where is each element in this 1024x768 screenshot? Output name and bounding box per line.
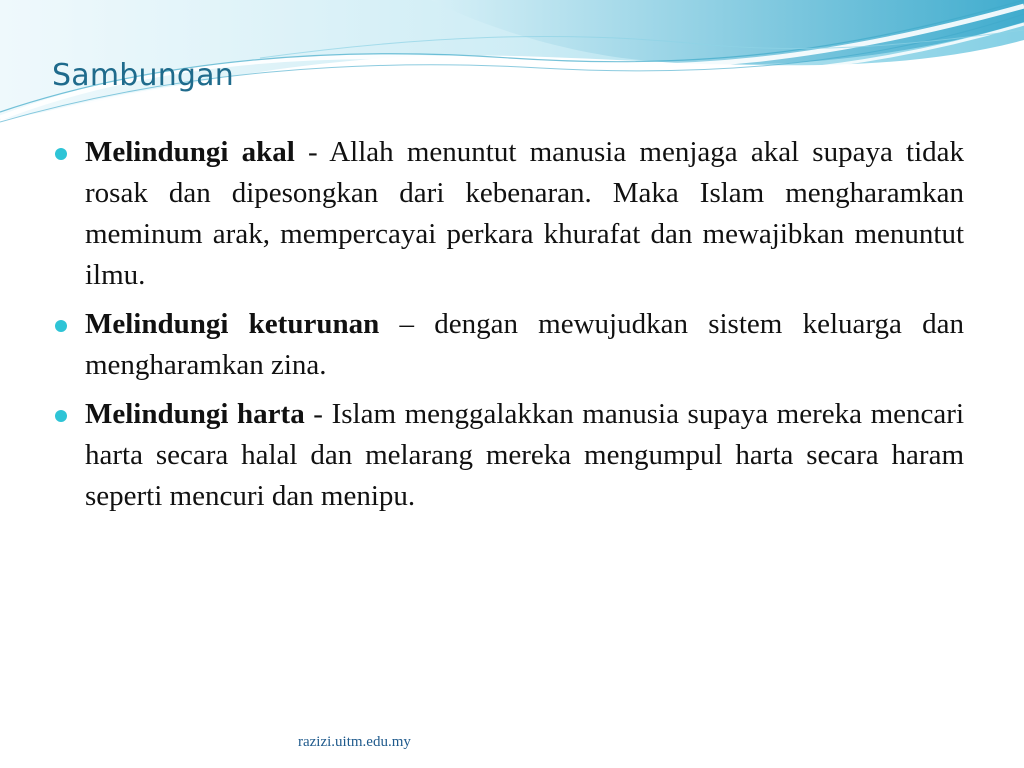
item-term: Melindungi keturunan (85, 308, 380, 340)
bullet-icon (55, 148, 67, 160)
bullet-icon (55, 320, 67, 332)
list-item (52, 394, 964, 517)
item-text: - Allah menuntut manusia menjaga akal supaya tidak rosak dan dipesongkan dari kebenaran. Maka Islam mengharamkan meminum arak, mempercayai perkara khurafat dan mewajibkan menuntut ilmu. (85, 136, 965, 291)
footer-url: razizi.uitm.edu.my (298, 734, 411, 750)
item-text: – dengan mewujudkan sistem keluarga dan mengharamkan zina. (85, 308, 964, 381)
item-text: - Islam menggalakkan manusia supaya mereka mencari harta secara halal dan melarang mereka mengumpul harta secara haram seperti mencuri dan menipu. (85, 398, 965, 512)
list-item (52, 304, 964, 386)
bullet-icon (55, 410, 67, 422)
item-term: Melindungi harta (85, 398, 305, 430)
bullet-list (52, 132, 964, 525)
slide-title: Sambungan (52, 58, 234, 93)
item-term: Melindungi akal (85, 136, 295, 168)
list-item (52, 132, 964, 296)
